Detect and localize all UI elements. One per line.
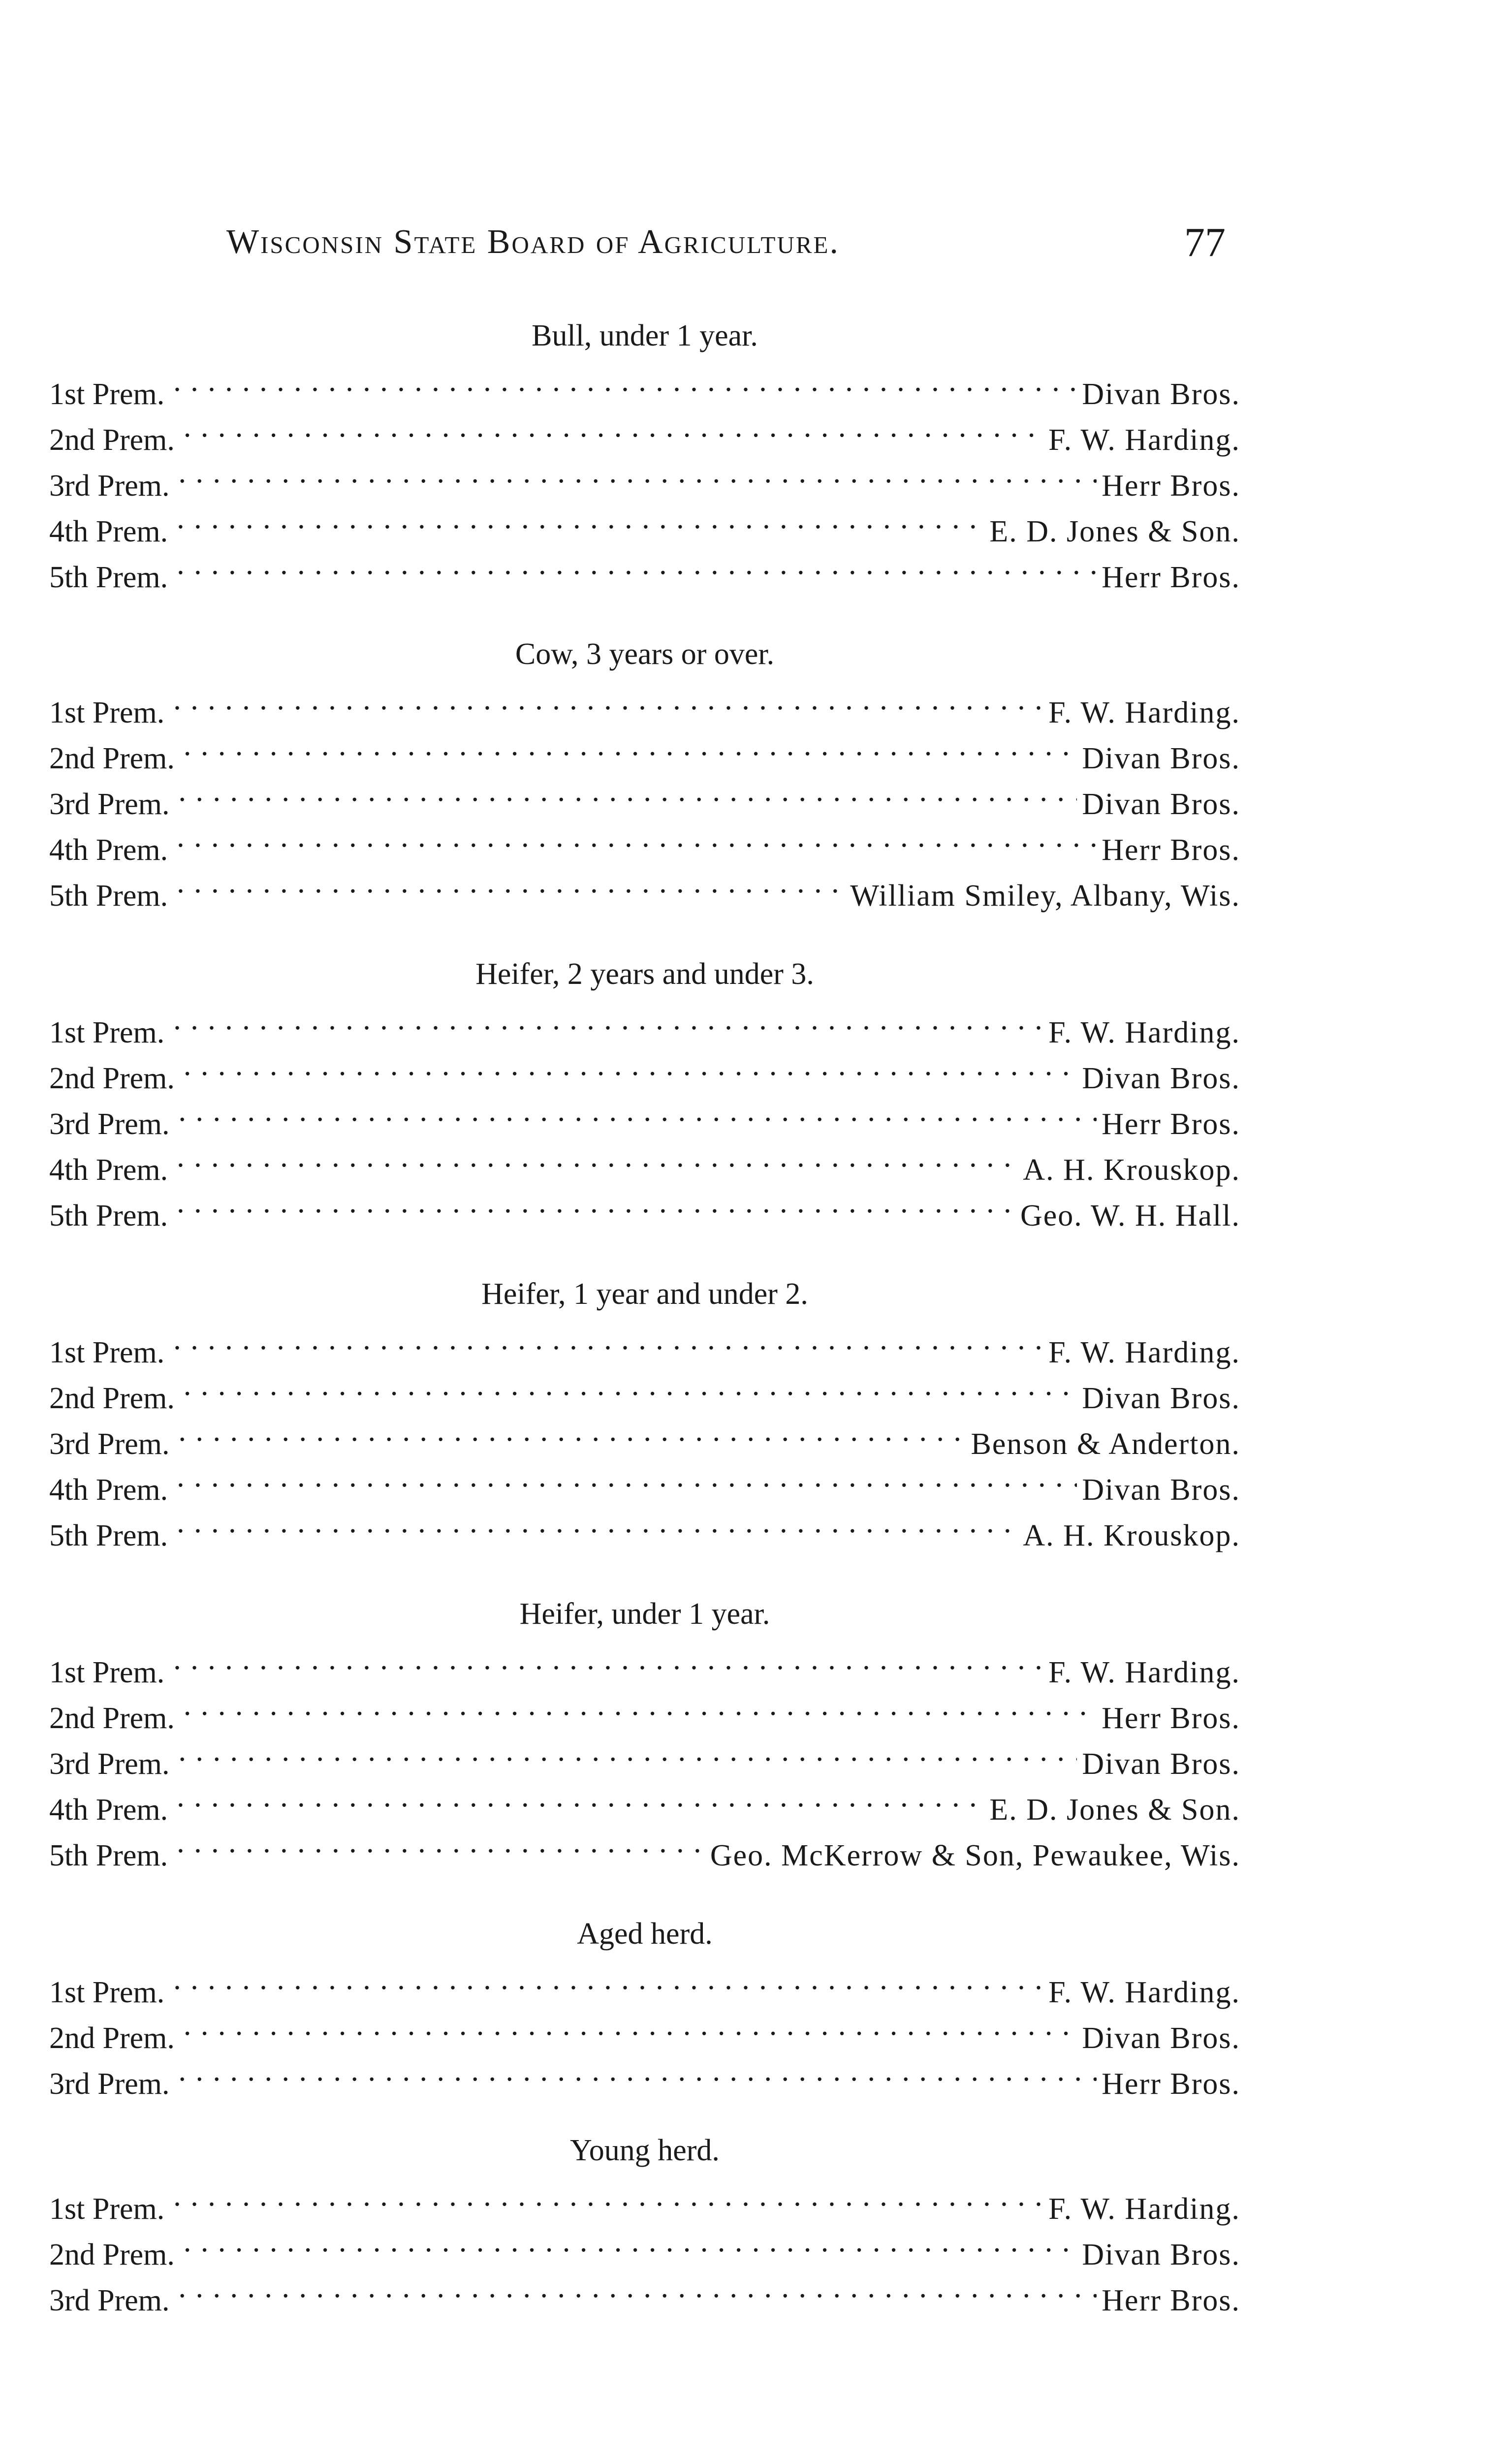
award-entry [49,541,1240,594]
section-heading: Cow, 3 years or over. [515,637,775,671]
award-entry [49,1088,1240,1141]
dot-leader [173,1956,1043,2002]
section-heading: Aged herd. [577,1917,713,1951]
award-entry [49,723,1240,775]
award-winner: Divan Bros. [1082,1062,1240,1095]
award-winner: Divan Bros. [1082,1473,1240,1507]
award-winner: Divan Bros. [1082,2238,1240,2272]
award-list [49,1956,1240,2101]
section-heading: Bull, under 1 year. [532,319,758,352]
award-section [49,631,1240,913]
dot-leader [173,2173,1043,2219]
award-section [49,1911,1240,2101]
premium-place: 3rd Prem. [49,788,170,821]
premium-place: 2nd Prem. [49,2238,175,2272]
running-head [226,222,1226,282]
dot-leader [184,1362,1077,1408]
award-entry [49,1682,1240,1735]
premium-place: 4th Prem. [49,833,168,867]
award-section [49,1591,1240,1872]
award-entry [49,2048,1240,2101]
section-heading: Heifer, under 1 year. [519,1597,770,1631]
premium-place: 3rd Prem. [49,469,170,503]
award-winner: Divan Bros. [1082,378,1240,411]
award-winner: F. W. Harding. [1048,1976,1240,2009]
dot-leader [179,768,1077,814]
dot-leader [179,2265,1097,2310]
premium-place: 2nd Prem. [49,2021,175,2055]
premium-place: 1st Prem. [49,1016,165,1049]
award-list [49,997,1240,1232]
award-winner: F. W. Harding. [1048,1656,1240,1689]
award-entry [49,997,1240,1049]
dot-leader [177,1454,1077,1500]
award-winner: Herr Bros. [1102,2284,1240,2317]
premium-place: 3rd Prem. [49,2067,170,2101]
section-heading: Young herd. [570,2134,720,2167]
premium-place: 5th Prem. [49,1199,168,1232]
premium-place: 4th Prem. [49,1473,168,1507]
running-title: Wisconsin State Board of Agriculture. [226,223,840,261]
award-winner: Divan Bros. [1082,1747,1240,1781]
award-winner: Herr Bros. [1102,2067,1240,2101]
dot-leader [179,450,1097,496]
section-heading: Heifer, 2 years and under 3. [475,957,814,991]
premium-place: 2nd Prem. [49,423,175,457]
dot-leader [177,541,1097,587]
dot-leader [177,814,1097,860]
dot-leader [184,1042,1077,1088]
award-winner: E. D. Jones & Son. [989,515,1240,548]
award-list [49,677,1240,913]
award-winner: Geo. McKerrow & Son, Pewaukee, Wis. [710,1839,1240,1872]
premium-place: 4th Prem. [49,515,168,548]
dot-leader [184,723,1077,768]
dot-leader [177,1820,705,1865]
premium-place: 5th Prem. [49,1839,168,1872]
premium-place: 1st Prem. [49,696,165,729]
award-list [49,1317,1240,1552]
premium-place: 4th Prem. [49,1793,168,1827]
award-entry [49,814,1240,867]
award-winner: Geo. W. H. Hall. [1020,1199,1240,1232]
award-entry [49,1042,1240,1095]
dot-leader [177,1774,984,1820]
premium-place: 3rd Prem. [49,1427,170,1461]
award-entry [49,1317,1240,1369]
award-entry [49,1408,1240,1461]
award-entry [49,1956,1240,2009]
page-number: 77 [1184,220,1226,265]
award-list [49,358,1240,594]
premium-place: 1st Prem. [49,1656,165,1689]
dot-leader [173,677,1043,723]
award-winner: Herr Bros. [1102,469,1240,503]
award-section [49,951,1240,1232]
premium-place: 3rd Prem. [49,1747,170,1781]
award-entry [49,2219,1240,2272]
dot-leader [184,404,1043,450]
award-winner: Divan Bros. [1082,1382,1240,1415]
dot-leader [179,1088,1097,1134]
dot-leader [177,1500,1018,1546]
award-entry [49,860,1240,913]
dot-leader [177,496,984,541]
dot-leader [179,1408,966,1454]
award-winner: F. W. Harding. [1048,1016,1240,1049]
premium-place: 1st Prem. [49,378,165,411]
award-list [49,2173,1240,2317]
award-entry [49,677,1240,729]
premium-place: 1st Prem. [49,1336,165,1369]
award-winner: A. H. Krouskop. [1023,1153,1240,1187]
premium-place: 5th Prem. [49,1519,168,1552]
award-winner: Herr Bros. [1102,1107,1240,1141]
dot-leader [184,2002,1077,2048]
dot-leader [184,2219,1077,2265]
dot-leader [177,1180,1015,1226]
premium-place: 2nd Prem. [49,1702,175,1735]
award-entry [49,1728,1240,1781]
award-winner: William Smiley, Albany, Wis. [850,879,1240,913]
award-section [49,2128,1240,2317]
premium-place: 2nd Prem. [49,742,175,775]
dot-leader [184,1682,1097,1728]
award-winner: F. W. Harding. [1048,423,1240,457]
award-winner: Herr Bros. [1102,833,1240,867]
award-winner: F. W. Harding. [1048,2192,1240,2226]
award-winner: F. W. Harding. [1048,1336,1240,1369]
premium-place: 5th Prem. [49,879,168,913]
dot-leader [173,997,1043,1042]
award-entry [49,2173,1240,2226]
premium-place: 3rd Prem. [49,1107,170,1141]
award-entry [49,1134,1240,1187]
dot-leader [179,2048,1097,2094]
section-heading: Heifer, 1 year and under 2. [481,1277,808,1311]
award-entry [49,1454,1240,1507]
premium-place: 1st Prem. [49,2192,165,2226]
premium-place: 5th Prem. [49,561,168,594]
award-winner: Divan Bros. [1082,2021,1240,2055]
award-entry [49,768,1240,821]
award-winner: Herr Bros. [1102,1702,1240,1735]
dot-leader [173,358,1077,404]
award-winner: A. H. Krouskop. [1023,1519,1240,1552]
award-entry [49,2265,1240,2317]
award-winner: Benson & Anderton. [971,1427,1240,1461]
dot-leader [177,860,845,906]
award-entry [49,1500,1240,1552]
award-winner: F. W. Harding. [1048,696,1240,729]
premium-place: 3rd Prem. [49,2284,170,2317]
award-entry [49,450,1240,503]
award-entry [49,2002,1240,2055]
dot-leader [177,1134,1018,1180]
award-list [49,1637,1240,1872]
dot-leader [179,1728,1077,1774]
premium-place: 2nd Prem. [49,1062,175,1095]
award-entry [49,1362,1240,1415]
dot-leader [173,1317,1043,1362]
award-section [49,1271,1240,1552]
award-entry [49,1774,1240,1827]
award-entry [49,496,1240,548]
award-winner: Divan Bros. [1082,788,1240,821]
award-section [49,313,1240,594]
award-winner: Divan Bros. [1082,742,1240,775]
award-winner: E. D. Jones & Son. [989,1793,1240,1827]
award-entry [49,1637,1240,1689]
award-winner: Herr Bros. [1102,561,1240,594]
premium-place: 2nd Prem. [49,1382,175,1415]
premium-place: 1st Prem. [49,1976,165,2009]
award-entry [49,404,1240,457]
dot-leader [173,1637,1043,1682]
premium-place: 4th Prem. [49,1153,168,1187]
award-entry [49,358,1240,411]
